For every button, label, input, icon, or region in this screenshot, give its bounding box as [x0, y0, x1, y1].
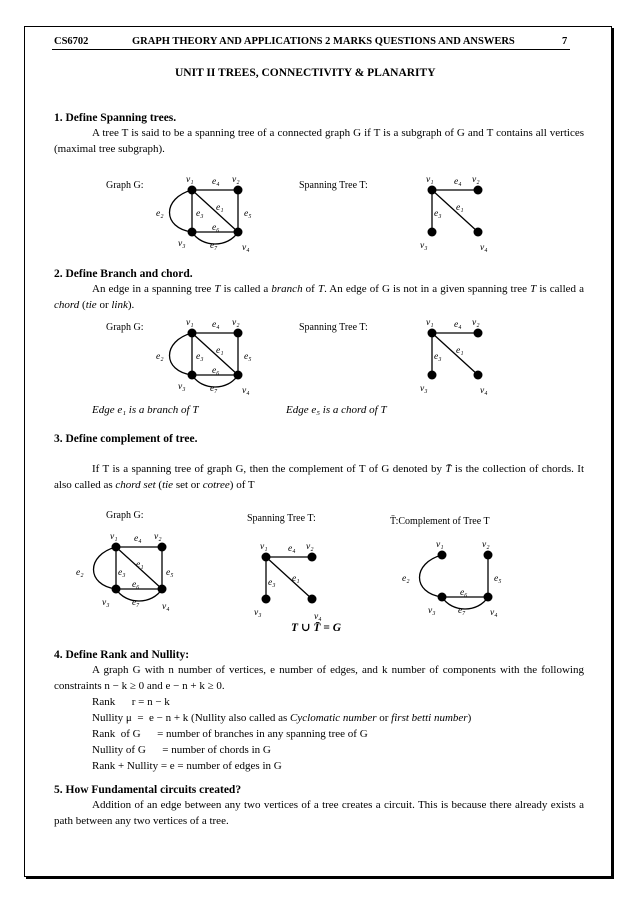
svg-text:e₃: e₃: [118, 568, 126, 578]
q5-text: Addition of an edge between any two vertices of a tree creates a circuit. This is because there already exists a path between any two vertices of a tree.: [54, 799, 584, 827]
svg-text:v₂: v₂: [482, 540, 490, 550]
q3-text-part: ) of T: [229, 479, 255, 491]
page-number: 7: [562, 36, 568, 47]
svg-text:e₅: e₅: [244, 352, 252, 362]
q2-text-part: or: [96, 299, 112, 311]
q3-union-equation: T ∪ T̄ = G: [291, 622, 342, 634]
q2-text-part: T: [530, 283, 537, 295]
svg-text:e₄: e₄: [212, 177, 220, 187]
svg-text:e₄: e₄: [134, 534, 142, 544]
svg-text:v₃: v₃: [178, 239, 186, 249]
q3-text-part: set or: [173, 479, 203, 491]
q2-term-link: link: [111, 299, 128, 311]
svg-text:v₂: v₂: [232, 318, 240, 328]
svg-text:e₃: e₃: [434, 209, 442, 219]
svg-text:e₃: e₃: [268, 578, 276, 588]
q2-text-part: . An edge of G is not in a given spanning tree: [324, 283, 531, 295]
svg-text:v₂: v₂: [472, 175, 480, 185]
svg-text:e₁: e₁: [292, 574, 300, 584]
q4-term-cyclomatic: Cyclomatic number: [290, 712, 377, 724]
svg-text:v₃: v₃: [254, 608, 262, 618]
svg-text:e₃: e₃: [434, 352, 442, 362]
q3-graph-label: Graph G:: [106, 510, 144, 521]
q2-text-part: of: [302, 283, 318, 295]
svg-text:v₃: v₃: [102, 598, 110, 608]
q2-text-part: T: [214, 283, 221, 295]
svg-text:e₃: e₃: [196, 209, 204, 219]
svg-text:e₁: e₁: [136, 560, 144, 570]
svg-text:v₂: v₂: [306, 542, 314, 552]
svg-text:e₇: e₇: [132, 598, 140, 608]
svg-text:e₁: e₁: [216, 203, 224, 213]
q4-rank-of-g: Rank of G = number of branches in any spanning tree of G: [92, 728, 368, 740]
header-title: GRAPH THEORY AND APPLICATIONS 2 MARKS QUESTIONS AND ANSWERS: [132, 36, 515, 47]
q4-rank-formula: Rank r = n − k: [92, 696, 170, 708]
q4-nullity-of-g: Nullity of G = number of chords in G: [92, 744, 271, 756]
q2-term-branch: branch: [271, 283, 303, 295]
svg-text:v₄: v₄: [162, 602, 170, 612]
svg-text:v₄: v₄: [490, 608, 498, 618]
svg-text:e₅: e₅: [244, 209, 252, 219]
svg-text:v₂: v₂: [472, 318, 480, 328]
svg-text:v₂: v₂: [154, 532, 162, 542]
q4-term-betti: first betti number: [391, 712, 468, 724]
svg-text:e₇: e₇: [210, 384, 218, 394]
svg-text:e₂: e₂: [76, 568, 84, 578]
svg-text:e₂: e₂: [156, 209, 164, 219]
svg-text:v₁: v₁: [426, 318, 434, 328]
q2-term-tie: tie: [85, 299, 97, 311]
svg-text:e₅: e₅: [166, 568, 174, 578]
unit-title: UNIT II TREES, CONNECTIVITY & PLANARITY: [175, 67, 436, 79]
svg-text:v₁: v₁: [426, 175, 434, 185]
q2-text-part: (: [79, 299, 86, 311]
q3-term-chord-set: chord set: [115, 479, 156, 491]
q3-text-part: If T is a spanning tree of graph G, then the complement of T of G denoted by: [92, 463, 446, 475]
svg-text:e₁: e₁: [456, 346, 464, 356]
q1-heading: 1. Define Spanning trees.: [54, 112, 177, 124]
q1-tree-label: Spanning Tree T:: [299, 180, 368, 191]
q4-rank-plus-nullity: Rank + Nullity = e = number of edges in G: [92, 760, 282, 772]
q2-text-part: ).: [127, 299, 135, 311]
svg-text:e₆: e₆: [212, 366, 220, 376]
svg-text:e₁: e₁: [456, 203, 464, 213]
svg-text:v₁: v₁: [260, 542, 268, 552]
svg-text:v₄: v₄: [314, 612, 322, 622]
q2-graph-label: Graph G:: [106, 322, 144, 333]
svg-text:e₃: e₃: [196, 352, 204, 362]
svg-text:v₄: v₄: [480, 386, 488, 396]
svg-text:v₁: v₁: [436, 540, 444, 550]
svg-text:e₇: e₇: [210, 241, 218, 251]
svg-text:e₄: e₄: [454, 320, 462, 330]
q1-text: A tree T is said to be a spanning tree of a connected graph G if T is a subgraph of G and T contains all vertices (maximal tree subgraph).: [54, 127, 584, 155]
svg-text:v₄: v₄: [242, 243, 250, 253]
svg-text:e₁: e₁: [216, 346, 224, 356]
svg-text:v₃: v₃: [178, 382, 186, 392]
q2-text-part: is called a: [536, 283, 585, 295]
q2-heading: 2. Define Branch and chord.: [54, 268, 193, 280]
svg-text:v₁: v₁: [110, 532, 118, 542]
svg-text:e₆: e₆: [212, 223, 220, 233]
svg-text:v₂: v₂: [232, 175, 240, 185]
q2-term-chord: chord: [54, 299, 80, 311]
svg-text:e₂: e₂: [402, 574, 410, 584]
svg-text:e₄: e₄: [212, 320, 220, 330]
svg-text:e₄: e₄: [454, 177, 462, 187]
q4-text-part: or: [376, 712, 392, 724]
q3-complement-label: T̄:Complement of Tree T: [390, 516, 490, 527]
svg-text:e₅: e₅: [494, 574, 502, 584]
q3-tree-label: Spanning Tree T:: [247, 513, 316, 524]
svg-text:v₃: v₃: [428, 606, 436, 616]
svg-text:e₆: e₆: [132, 580, 140, 590]
q4-text-part: ): [467, 712, 472, 724]
svg-text:v₃: v₃: [420, 384, 428, 394]
q3-text-part: is the collection of chords. It also called as: [54, 463, 584, 491]
q3-text-part: (: [155, 479, 163, 491]
q3-term-tie: tie: [162, 479, 174, 491]
svg-text:v₃: v₃: [420, 241, 428, 251]
svg-text:v₁: v₁: [186, 175, 194, 185]
q2-tree-label: Spanning Tree T:: [299, 322, 368, 333]
q4-text-part: Nullity μ = e − n + k (Nullity also called as: [92, 712, 291, 724]
svg-text:e₇: e₇: [458, 606, 466, 616]
course-code: CS6702: [54, 36, 89, 47]
q3-tbar: T̄: [445, 463, 452, 475]
q2-caption-branch: Edge e₁ is a branch of T: [92, 404, 199, 416]
svg-text:v₁: v₁: [186, 318, 194, 328]
q4-nullity-formula: [92, 710, 471, 726]
q2-text-part: is called a: [220, 283, 272, 295]
q3-heading: 3. Define complement of tree.: [54, 433, 198, 445]
q1-graph-label: Graph G:: [106, 180, 144, 191]
q2-caption-chord: Edge e₅ is a chord of T: [286, 404, 387, 416]
q5-heading: 5. How Fundamental circuits created?: [54, 784, 242, 796]
svg-text:e₄: e₄: [288, 544, 296, 554]
q4-text: A graph G with n number of vertices, e number of edges, and k number of components with the following constraints n − k ≥ 0 and e − n + k ≥ 0.: [54, 664, 584, 692]
q2-text-part: T: [317, 283, 325, 295]
svg-text:v₄: v₄: [242, 386, 250, 396]
q2-text-part: An edge in a spanning tree: [92, 283, 215, 295]
q3-term-cotree: cotree: [202, 479, 230, 491]
q4-heading: 4. Define Rank and Nullity:: [54, 649, 190, 661]
svg-text:v₄: v₄: [480, 243, 488, 253]
svg-text:e₆: e₆: [460, 588, 468, 598]
svg-text:e₂: e₂: [156, 352, 164, 362]
